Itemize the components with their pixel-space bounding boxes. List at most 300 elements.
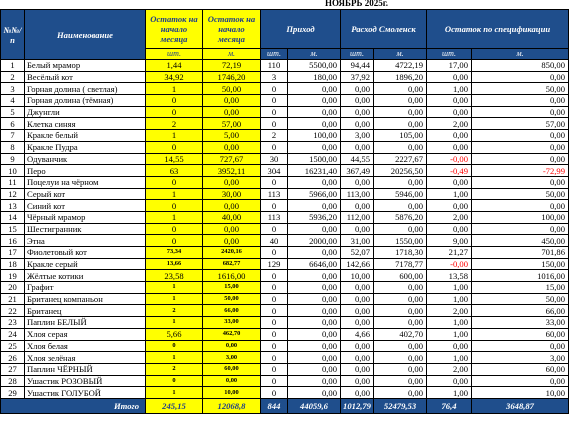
cell-spec-qty: 0,00 bbox=[427, 375, 472, 387]
total-spec-qty: 76,4 bbox=[427, 398, 472, 413]
cell-income-m: 16231,40 bbox=[288, 165, 341, 177]
cell-row-number: 21 bbox=[1, 293, 25, 305]
cell-item-name: Горная долина ( светлая) bbox=[25, 83, 146, 95]
table-row bbox=[1, 60, 569, 72]
cell-start-m: 40,00 bbox=[203, 211, 261, 223]
cell-income-m: 0,00 bbox=[288, 270, 341, 282]
total-expense-m: 52479,53 bbox=[374, 398, 427, 413]
cell-spec-m: 0,00 bbox=[472, 106, 569, 118]
cell-item-name: Кракле серый bbox=[25, 258, 146, 270]
cell-expense-m: 4722,19 bbox=[374, 60, 427, 72]
cell-spec-m: 0,00 bbox=[472, 95, 569, 107]
cell-start-m: 0,00 bbox=[203, 375, 261, 387]
cell-expense-qty: 44,55 bbox=[341, 153, 374, 165]
cell-item-name: Графит bbox=[25, 282, 146, 294]
cell-expense-qty: 0,00 bbox=[341, 387, 374, 399]
cell-start-qty: 0 bbox=[146, 176, 203, 188]
header-income: Приход bbox=[261, 10, 341, 49]
table-row bbox=[1, 153, 569, 165]
cell-start-m: 50,00 bbox=[203, 293, 261, 305]
cell-spec-m: 100,00 bbox=[472, 211, 569, 223]
cell-spec-qty: 1,00 bbox=[427, 282, 472, 294]
cell-item-name: Хлоя серая bbox=[25, 328, 146, 340]
cell-expense-qty: 0,00 bbox=[341, 363, 374, 375]
cell-start-m: 1746,20 bbox=[203, 71, 261, 83]
cell-spec-m: 10,00 bbox=[472, 387, 569, 399]
cell-start-m: 33,00 bbox=[203, 317, 261, 329]
cell-income-m: 0,00 bbox=[288, 223, 341, 235]
cell-expense-qty: 94,44 bbox=[341, 60, 374, 72]
total-income-qty: 844 bbox=[261, 398, 288, 413]
total-start-qty: 245,15 bbox=[146, 398, 203, 413]
cell-expense-qty: 0,00 bbox=[341, 141, 374, 153]
total-start-m: 12068,8 bbox=[203, 398, 261, 413]
header-spec: Остаток по спецификации bbox=[427, 10, 569, 49]
cell-income-qty: 0 bbox=[261, 95, 288, 107]
cell-expense-m: 600,00 bbox=[374, 270, 427, 282]
cell-spec-qty: -0,49 bbox=[427, 165, 472, 177]
unit-sht: шт. bbox=[146, 49, 203, 60]
cell-item-name: Шестигранник bbox=[25, 223, 146, 235]
cell-start-qty: 5,66 bbox=[146, 328, 203, 340]
cell-income-qty: 0 bbox=[261, 118, 288, 130]
cell-spec-qty: 17,00 bbox=[427, 60, 472, 72]
cell-spec-m: 15,00 bbox=[472, 282, 569, 294]
cell-start-m: 0,00 bbox=[203, 340, 261, 352]
cell-row-number: 16 bbox=[1, 235, 25, 247]
cell-start-qty: 1 bbox=[146, 282, 203, 294]
cell-income-m: 0,00 bbox=[288, 340, 341, 352]
cell-spec-qty: 2,00 bbox=[427, 305, 472, 317]
table-row bbox=[1, 106, 569, 118]
cell-income-m: 0,00 bbox=[288, 317, 341, 329]
table-row bbox=[1, 352, 569, 364]
cell-start-qty: 63 bbox=[146, 165, 203, 177]
cell-expense-qty: 367,49 bbox=[341, 165, 374, 177]
cell-expense-qty: 0,00 bbox=[341, 305, 374, 317]
total-label: Итого bbox=[1, 398, 146, 413]
cell-start-qty: 1 bbox=[146, 293, 203, 305]
cell-expense-qty: 0,00 bbox=[341, 375, 374, 387]
cell-expense-qty: 0,00 bbox=[341, 352, 374, 364]
cell-spec-m: 1016,00 bbox=[472, 270, 569, 282]
cell-start-m: 50,00 bbox=[203, 83, 261, 95]
cell-row-number: 25 bbox=[1, 340, 25, 352]
cell-item-name: Весёлый кот bbox=[25, 71, 146, 83]
cell-row-number: 8 bbox=[1, 141, 25, 153]
cell-row-number: 6 bbox=[1, 118, 25, 130]
cell-start-m: 682,77 bbox=[203, 258, 261, 270]
cell-expense-m: 0,00 bbox=[374, 95, 427, 107]
cell-spec-qty: 1,00 bbox=[427, 293, 472, 305]
cell-income-m: 0,00 bbox=[288, 363, 341, 375]
cell-start-m: 0,00 bbox=[203, 235, 261, 247]
cell-row-number: 4 bbox=[1, 95, 25, 107]
cell-spec-qty: -0,00 bbox=[427, 258, 472, 270]
cell-start-qty: 0 bbox=[146, 375, 203, 387]
cell-spec-m: 0,00 bbox=[472, 71, 569, 83]
cell-expense-qty: 0,00 bbox=[341, 293, 374, 305]
cell-income-m: 0,00 bbox=[288, 95, 341, 107]
cell-income-qty: 0 bbox=[261, 305, 288, 317]
table-row bbox=[1, 363, 569, 375]
cell-item-name: Хлоя зелёная bbox=[25, 352, 146, 364]
cell-income-qty: 0 bbox=[261, 270, 288, 282]
cell-spec-qty: 0,00 bbox=[427, 340, 472, 352]
header-start-qty: Остаток на начало месяца bbox=[146, 10, 203, 49]
cell-spec-m: 850,00 bbox=[472, 60, 569, 72]
cell-spec-m: 0,00 bbox=[472, 375, 569, 387]
cell-row-number: 28 bbox=[1, 375, 25, 387]
cell-item-name: Синий кот bbox=[25, 200, 146, 212]
cell-spec-qty: 0,00 bbox=[427, 141, 472, 153]
cell-expense-qty: 0,00 bbox=[341, 118, 374, 130]
cell-row-number: 1 bbox=[1, 60, 25, 72]
cell-spec-qty: 0,00 bbox=[427, 223, 472, 235]
cell-start-qty: 34,92 bbox=[146, 71, 203, 83]
cell-expense-qty: 0,00 bbox=[341, 95, 374, 107]
cell-income-m: 0,00 bbox=[288, 83, 341, 95]
cell-expense-m: 0,00 bbox=[374, 118, 427, 130]
cell-spec-m: 0,00 bbox=[472, 153, 569, 165]
cell-expense-m: 105,00 bbox=[374, 130, 427, 142]
cell-item-name: Кракле Пудра bbox=[25, 141, 146, 153]
table-row bbox=[1, 293, 569, 305]
cell-income-m: 0,00 bbox=[288, 106, 341, 118]
cell-start-m: 727,67 bbox=[203, 153, 261, 165]
table-row bbox=[1, 95, 569, 107]
cell-expense-qty: 0,00 bbox=[341, 106, 374, 118]
cell-item-name: Кракле белый bbox=[25, 130, 146, 142]
cell-row-number: 9 bbox=[1, 153, 25, 165]
cell-income-qty: 40 bbox=[261, 235, 288, 247]
cell-start-qty: 1 bbox=[146, 130, 203, 142]
table-row bbox=[1, 387, 569, 399]
cell-spec-m: 3,00 bbox=[472, 352, 569, 364]
cell-expense-m: 0,00 bbox=[374, 387, 427, 399]
cell-row-number: 18 bbox=[1, 258, 25, 270]
cell-income-qty: 0 bbox=[261, 363, 288, 375]
total-expense-qty: 1012,79 bbox=[341, 398, 374, 413]
cell-spec-qty: 0,00 bbox=[427, 106, 472, 118]
cell-expense-qty: 0,00 bbox=[341, 282, 374, 294]
cell-spec-m: 0,00 bbox=[472, 223, 569, 235]
cell-expense-qty: 0,00 bbox=[341, 317, 374, 329]
cell-expense-m: 1718,30 bbox=[374, 247, 427, 259]
cell-spec-qty: 9,00 bbox=[427, 235, 472, 247]
cell-start-qty: 0 bbox=[146, 106, 203, 118]
cell-expense-m: 7178,77 bbox=[374, 258, 427, 270]
table-body bbox=[1, 60, 569, 399]
cell-spec-qty: 21,27 bbox=[427, 247, 472, 259]
table-row bbox=[1, 188, 569, 200]
cell-item-name: Британец bbox=[25, 305, 146, 317]
cell-expense-m: 0,00 bbox=[374, 83, 427, 95]
cell-income-m: 0,00 bbox=[288, 176, 341, 188]
cell-start-qty: 0 bbox=[146, 235, 203, 247]
cell-income-qty: 0 bbox=[261, 317, 288, 329]
cell-row-number: 2 bbox=[1, 71, 25, 83]
cell-income-m: 100,00 bbox=[288, 130, 341, 142]
cell-start-qty: 0 bbox=[146, 340, 203, 352]
cell-income-m: 0,00 bbox=[288, 375, 341, 387]
cell-row-number: 10 bbox=[1, 165, 25, 177]
cell-start-qty: 1 bbox=[146, 188, 203, 200]
cell-expense-m: 1896,20 bbox=[374, 71, 427, 83]
cell-row-number: 27 bbox=[1, 363, 25, 375]
cell-expense-m: 0,00 bbox=[374, 282, 427, 294]
cell-income-qty: 0 bbox=[261, 340, 288, 352]
cell-row-number: 12 bbox=[1, 188, 25, 200]
unit-sht: шт. bbox=[341, 49, 374, 60]
unit-sht: шт. bbox=[427, 49, 472, 60]
cell-income-m: 5500,00 bbox=[288, 60, 341, 72]
cell-item-name: Паплин ЧЁРНЫЙ bbox=[25, 363, 146, 375]
cell-expense-qty: 31,00 bbox=[341, 235, 374, 247]
cell-start-m: 462,70 bbox=[203, 328, 261, 340]
sheet-top-bar bbox=[0, 0, 571, 9]
cell-spec-qty: -0,00 bbox=[427, 153, 472, 165]
header-start-m: Остаток на начало месяца bbox=[203, 10, 261, 49]
cell-start-m: 30,00 bbox=[203, 188, 261, 200]
cell-expense-qty: 0,00 bbox=[341, 223, 374, 235]
cell-income-qty: 0 bbox=[261, 387, 288, 399]
cell-row-number: 13 bbox=[1, 200, 25, 212]
header-expense: Расход Смоленск bbox=[341, 10, 427, 49]
cell-start-m: 0,00 bbox=[203, 141, 261, 153]
cell-row-number: 11 bbox=[1, 176, 25, 188]
unit-m: м. bbox=[472, 49, 569, 60]
cell-income-m: 2000,00 bbox=[288, 235, 341, 247]
cell-start-qty: 23,58 bbox=[146, 270, 203, 282]
table-row bbox=[1, 211, 569, 223]
table-row bbox=[1, 71, 569, 83]
cell-row-number: 17 bbox=[1, 247, 25, 259]
cell-income-m: 0,00 bbox=[288, 200, 341, 212]
cell-spec-qty: 1,00 bbox=[427, 328, 472, 340]
cell-expense-m: 0,00 bbox=[374, 293, 427, 305]
cell-spec-qty: 0,00 bbox=[427, 71, 472, 83]
cell-row-number: 7 bbox=[1, 130, 25, 142]
unit-m: м. bbox=[288, 49, 341, 60]
cell-income-qty: 0 bbox=[261, 375, 288, 387]
cell-spec-m: 57,00 bbox=[472, 118, 569, 130]
cell-row-number: 23 bbox=[1, 317, 25, 329]
cell-income-m: 0,00 bbox=[288, 293, 341, 305]
cell-start-qty: 1 bbox=[146, 83, 203, 95]
cell-row-number: 26 bbox=[1, 352, 25, 364]
cell-start-m: 5,00 bbox=[203, 130, 261, 142]
cell-start-m: 0,00 bbox=[203, 223, 261, 235]
cell-start-m: 1616,00 bbox=[203, 270, 261, 282]
cell-spec-qty: 0,00 bbox=[427, 200, 472, 212]
cell-expense-qty: 0,00 bbox=[341, 200, 374, 212]
cell-expense-qty: 0,00 bbox=[341, 340, 374, 352]
cell-income-qty: 0 bbox=[261, 141, 288, 153]
cell-start-qty: 1 bbox=[146, 387, 203, 399]
cell-item-name: Горная долина (тёмная) bbox=[25, 95, 146, 107]
cell-spec-qty: 2,00 bbox=[427, 211, 472, 223]
cell-income-qty: 0 bbox=[261, 282, 288, 294]
cell-expense-qty: 0,00 bbox=[341, 83, 374, 95]
cell-income-qty: 0 bbox=[261, 352, 288, 364]
cell-item-name: Жёлтые котики bbox=[25, 270, 146, 282]
cell-start-qty: 1 bbox=[146, 211, 203, 223]
cell-row-number: 24 bbox=[1, 328, 25, 340]
cell-income-qty: 0 bbox=[261, 328, 288, 340]
cell-start-m: 0,00 bbox=[203, 106, 261, 118]
cell-spec-qty: 1,00 bbox=[427, 317, 472, 329]
cell-income-m: 0,00 bbox=[288, 247, 341, 259]
cell-expense-m: 0,00 bbox=[374, 106, 427, 118]
cell-expense-qty: 37,92 bbox=[341, 71, 374, 83]
cell-income-qty: 0 bbox=[261, 293, 288, 305]
cell-start-qty: 2 bbox=[146, 305, 203, 317]
cell-income-qty: 0 bbox=[261, 223, 288, 235]
cell-row-number: 22 bbox=[1, 305, 25, 317]
stock-table bbox=[0, 9, 569, 414]
cell-income-m: 0,00 bbox=[288, 387, 341, 399]
cell-expense-m: 0,00 bbox=[374, 375, 427, 387]
cell-spec-m: 50,00 bbox=[472, 83, 569, 95]
unit-m: м. bbox=[374, 49, 427, 60]
cell-income-m: 0,00 bbox=[288, 328, 341, 340]
cell-row-number: 5 bbox=[1, 106, 25, 118]
cell-income-qty: 0 bbox=[261, 106, 288, 118]
cell-spec-qty: 2,00 bbox=[427, 363, 472, 375]
cell-income-m: 0,00 bbox=[288, 141, 341, 153]
cell-row-number: 3 bbox=[1, 83, 25, 95]
cell-start-qty: 1,44 bbox=[146, 60, 203, 72]
total-row bbox=[1, 398, 569, 413]
cell-start-qty: 0 bbox=[146, 95, 203, 107]
cell-spec-qty: 0,00 bbox=[427, 176, 472, 188]
cell-spec-m: 66,00 bbox=[472, 305, 569, 317]
cell-expense-m: 0,00 bbox=[374, 200, 427, 212]
cell-start-qty: 0 bbox=[146, 200, 203, 212]
unit-m: м. bbox=[203, 49, 261, 60]
cell-spec-qty: 0,00 bbox=[427, 130, 472, 142]
cell-spec-m: 0,00 bbox=[472, 176, 569, 188]
total-income-m: 44059,6 bbox=[288, 398, 341, 413]
table-row bbox=[1, 282, 569, 294]
cell-expense-m: 402,70 bbox=[374, 328, 427, 340]
cell-expense-m: 0,00 bbox=[374, 305, 427, 317]
cell-expense-qty: 10,00 bbox=[341, 270, 374, 282]
cell-income-qty: 129 bbox=[261, 258, 288, 270]
table-row bbox=[1, 247, 569, 259]
cell-start-m: 0,00 bbox=[203, 176, 261, 188]
cell-spec-m: 60,00 bbox=[472, 363, 569, 375]
cell-start-qty: 2 bbox=[146, 118, 203, 130]
cell-income-m: 5966,00 bbox=[288, 188, 341, 200]
cell-spec-m: 701,86 bbox=[472, 247, 569, 259]
cell-item-name: Клетка синяя bbox=[25, 118, 146, 130]
cell-item-name: Паплин БЕЛЫЙ bbox=[25, 317, 146, 329]
cell-expense-m: 20256,50 bbox=[374, 165, 427, 177]
table-row bbox=[1, 235, 569, 247]
table-row bbox=[1, 270, 569, 282]
table-row bbox=[1, 317, 569, 329]
cell-spec-m: 0,00 bbox=[472, 340, 569, 352]
cell-item-name: Чёрный мрамор bbox=[25, 211, 146, 223]
cell-item-name: Хлоя белая bbox=[25, 340, 146, 352]
cell-income-qty: 113 bbox=[261, 188, 288, 200]
cell-expense-m: 1550,00 bbox=[374, 235, 427, 247]
cell-spec-qty: 1,00 bbox=[427, 352, 472, 364]
unit-sht: шт. bbox=[261, 49, 288, 60]
cell-start-m: 10,00 bbox=[203, 387, 261, 399]
cell-start-m: 15,00 bbox=[203, 282, 261, 294]
header-num: №№/п bbox=[1, 10, 25, 60]
cell-income-m: 180,00 bbox=[288, 71, 341, 83]
cell-item-name: Одуванчик bbox=[25, 153, 146, 165]
cell-expense-m: 2227,67 bbox=[374, 153, 427, 165]
cell-expense-qty: 142,66 bbox=[341, 258, 374, 270]
cell-item-name: Ушастик РОЗОВЫЙ bbox=[25, 375, 146, 387]
cell-income-m: 0,00 bbox=[288, 352, 341, 364]
cell-row-number: 29 bbox=[1, 387, 25, 399]
cell-expense-m: 0,00 bbox=[374, 176, 427, 188]
table-row bbox=[1, 375, 569, 387]
cell-start-m: 57,00 bbox=[203, 118, 261, 130]
cell-expense-m: 0,00 bbox=[374, 317, 427, 329]
cell-item-name: Перо bbox=[25, 165, 146, 177]
cell-income-qty: 3 bbox=[261, 71, 288, 83]
cell-row-number: 20 bbox=[1, 282, 25, 294]
cell-item-name: Фиолетовый кот bbox=[25, 247, 146, 259]
cell-income-qty: 30 bbox=[261, 153, 288, 165]
cell-spec-qty: 13,58 bbox=[427, 270, 472, 282]
table-row bbox=[1, 165, 569, 177]
cell-income-qty: 304 bbox=[261, 165, 288, 177]
cell-spec-m: 33,00 bbox=[472, 317, 569, 329]
cell-income-m: 0,00 bbox=[288, 118, 341, 130]
cell-expense-qty: 0,00 bbox=[341, 176, 374, 188]
cell-start-qty: 13,66 bbox=[146, 258, 203, 270]
cell-expense-qty: 112,00 bbox=[341, 211, 374, 223]
cell-spec-m: 0,00 bbox=[472, 141, 569, 153]
cell-expense-qty: 113,00 bbox=[341, 188, 374, 200]
cell-spec-m: 0,00 bbox=[472, 200, 569, 212]
cell-expense-m: 5876,20 bbox=[374, 211, 427, 223]
cell-expense-qty: 4,66 bbox=[341, 328, 374, 340]
cell-income-qty: 0 bbox=[261, 200, 288, 212]
cell-start-m: 66,00 bbox=[203, 305, 261, 317]
cell-start-qty: 73,34 bbox=[146, 247, 203, 259]
table-row bbox=[1, 118, 569, 130]
cell-start-qty: 0 bbox=[146, 141, 203, 153]
table-row bbox=[1, 223, 569, 235]
cell-start-m: 3952,11 bbox=[203, 165, 261, 177]
cell-item-name: Этна bbox=[25, 235, 146, 247]
cell-spec-qty: 1,00 bbox=[427, 83, 472, 95]
cell-item-name: Белый мрамор bbox=[25, 60, 146, 72]
cell-item-name: Джунгли bbox=[25, 106, 146, 118]
cell-item-name: Ушастик ГОЛУБОЙ bbox=[25, 387, 146, 399]
cell-expense-m: 0,00 bbox=[374, 223, 427, 235]
cell-start-m: 0,00 bbox=[203, 95, 261, 107]
cell-spec-m: 0,00 bbox=[472, 130, 569, 142]
cell-start-m: 60,00 bbox=[203, 363, 261, 375]
cell-expense-m: 5946,00 bbox=[374, 188, 427, 200]
cell-income-qty: 2 bbox=[261, 130, 288, 142]
cell-item-name: Поцелуи на чёрном bbox=[25, 176, 146, 188]
table-row bbox=[1, 340, 569, 352]
cell-start-m: 2420,16 bbox=[203, 247, 261, 259]
cell-expense-m: 0,00 bbox=[374, 141, 427, 153]
cell-item-name: Серый кот bbox=[25, 188, 146, 200]
